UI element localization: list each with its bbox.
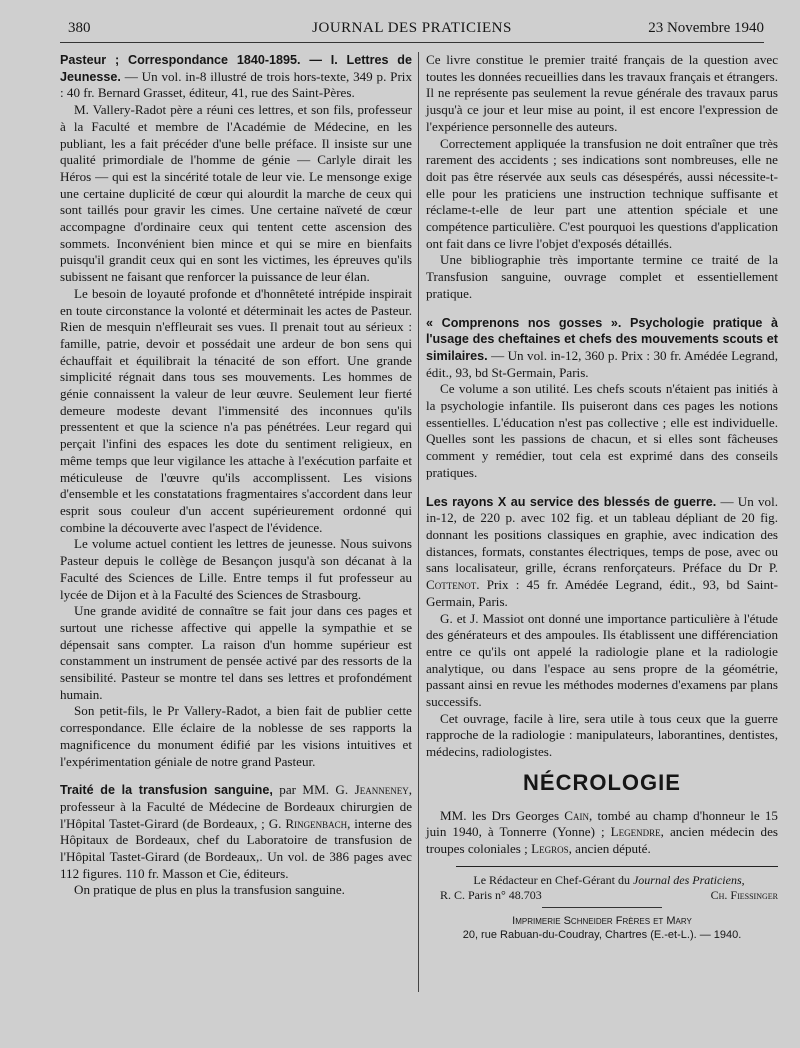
journal-name: Journal des Praticiens [632, 872, 742, 887]
review-bibliography: — Un vol. in-12, 360 p. Prix : 30 fr. Amédée Legrand, édit., 93, bd St-Germain, Paris. [426, 347, 778, 380]
necrologie-heading: NÉCROLOGIE [523, 769, 681, 795]
paragraph: Ce livre constitue le premier traité français de la question avec toutes les données recueillies dans les travaux français et étrangers. Il ne représente pas seulement la revue générale des travaux parus jusqu'à ce jour et leur mise au point, il est encore l'expression de l'expérience personnelle des auteurs. [426, 52, 778, 134]
review-gosses [426, 315, 778, 482]
review-heading [60, 52, 412, 102]
person-name: Legros [531, 840, 569, 856]
registration-row [440, 888, 778, 903]
review-title: Les rayons X au service des blessés de guerre. [426, 494, 717, 509]
necrologie-notice [426, 808, 778, 858]
issue-date: 23 Novembre 1940 [648, 20, 764, 36]
paragraph: G. et J. Massiot ont donné une importance particulière à l'étude des générateurs et des ampoules. Ils établissent une différenciation entre ce qu'ils ont appelé la radiologie plane et la radiologie analytique, ou dans l'espace au sens propre de la géométrie, passant ainsi en revue les méthodes modernes d'examens par plans successifs. [426, 610, 778, 710]
printer-name: Imprimerie Schneider Frères et Mary [512, 914, 692, 927]
right-column [426, 52, 778, 1018]
paragraph: Correctement appliquée la transfusion ne doit entraîner que très rarement des accidents ; ses indications sont nombreuses, elle ne doit pas être réservée aux seuls cas désespérés, aussi nécessite-t-elle pour les praticiens une instruction technique suffisante et réclame-t-elle de leur part une attention spéciale et une compétence particulière. C'est pourquoi les questions d'application ont fait dans ce livre l'objet d'exposés détaillés. [426, 135, 778, 251]
person-name: Legendre [610, 824, 661, 840]
person-name: Cain [564, 807, 590, 823]
left-column [60, 52, 412, 1018]
printer-address: 20, rue Rabuan-du-Coudray, Chartres (E.-et-L.). — 1940. [462, 928, 742, 941]
review-pasteur [60, 52, 412, 770]
review-title: Pasteur ; Correspondance 1840-1895. — I. Lettres de Jeunesse. [60, 53, 412, 84]
review-title: « Comprenons nos gosses ». Psychologie pratique à l'usage des cheftaines et chefs des mouvements scouts et similaires. [426, 315, 778, 363]
editor-line: Le Rédacteur en Chef-Gérant du Journal des Praticiens, [473, 872, 745, 887]
review-rayons-x [426, 494, 778, 761]
page-number: 380 [68, 20, 91, 36]
review-heading: Les rayons X au service des blessés de guerre. — Un vol. in-12, de 220 p. avec 102 fig. et un tableau dépliant de 20 fig. donnant les positions classiques en graphie, avec indication des distances, formats, constantes électriques, temps de pose, avec ou sans localisateur, grille, écrans renforçateurs. Préface du Dr P. Cottenot. Prix : 45 fr. Amédée Legrand, édit., 93, bd Saint-Germain, Paris. [426, 493, 779, 609]
review-transfusion-continued [426, 52, 778, 303]
registration-number: R. C. Paris n° 48.703 [440, 887, 542, 902]
paragraph: On pratique de plus en plus la transfusion sanguine. [74, 882, 345, 898]
review-bibliography: — Un vol. in-8 illustré de trois hors-texte, 349 p. Prix : 40 fr. Bernard Grasset, éditeur, 41, rue des Saint-Pères. [60, 68, 412, 101]
paragraph: Le besoin de loyauté profonde et d'honnêteté intrépide inspirait en toute circonstance la volonté et déterminait les actes de Pasteur. Rien de mesquin n'effleurait ses vues. Il prenait tout au sérieux : famille, patrie, devoir et possédait une ardeur de bon sens qui échauffait et équilibrait la ténacité de son effort. Une grande simplicité régnait dans tous ses mouvements. Les hommes de génie connaissent la valeur de leur œuvre. Seulement leur fierté demeure modeste devant l'immensité des inconnues qu'ils pressentent et que la science n'a pas pénétrées. Leur regard qui perçait l'infini des espaces les dote du sentiment religieux, en même temps que leur vigilance les attache à l'exécution parfaite et méticuleuse de l'œuvre qu'ils accomplissent. Les visions d'ensemble et les constatations fragmentaires s'accordent dans leur esprit sous couleur d'un accent supérieurement ordonné qui combine la découverte avec l'aspect de l'évidence. [60, 285, 412, 535]
paragraph: Ce volume a son utilité. Les chefs scouts n'étaient pas initiés à la psychologie infantile. Ils puiseront dans ces pages les notions essentielles. L'éducation n'est pas collective ; elle est individuelle. Quelles sont les passions de chacun, et si elles sont fâcheuses comment y remédier, tout cela est exprimé dans des conseils pratiques. [426, 381, 778, 480]
paragraph: Cet ouvrage, facile à lire, sera utile à tous ceux que la guerre rapproche de la radiologie : manipulateurs, laborantines, dentistes, médecins, radiologistes. [426, 710, 778, 760]
printer-block [426, 914, 778, 942]
paragraph: M. Vallery-Radot père a réuni ces lettres, et son fils, professeur à la Faculté et membre de l'Académie de Médecine, en les publiant, les a fait précéder d'une belle préface. Il insiste sur une qualité primordiale de l'homme de génie — Carlyle dirait les Héros — qui est la sincérité totale de leur vie. Le mensonge exige une certaine duplicité de cœur qui alourdit la marche de ceux qui sont taillés pour gravir les cimes. Une certaine naïveté de cœur accompagne d'ordinaire ceux qui tentent cette ascension des sommets. Inconvénient bien mince et qui se mire en bienfaits puisqu'il grandit ceux qui en sont les victimes, les épreuves qu'ils subissent ne faisant que renforcer la puissance de leur élan. [60, 102, 412, 285]
printer-divider [542, 907, 662, 908]
imprint-block [440, 873, 778, 903]
review-heading: Traité de la transfusion sanguine, par MM. G. Jeanneney, professeur à la Faculté de Médecine de Bordeaux chirurgien de l'Hôpital Tastet-Girard (de Bordeaux, ; G. Ringenbach, interne des Hôpitaux de Bordeaux, chef du Laboratoire de transfusion de l'Hôpital Tastet-Girard (de Bordeaux,. Un vol. de 386 pages avec 112 figures. 110 fr. Masson et Cie, éditeurs. [60, 782, 412, 881]
author-name: Cottenot [426, 577, 477, 593]
paragraph: Une grande avidité de connaître se fait jour dans ces pages et surtout une richesse affective qui appelle la sympathie et se dépensait sans compter. La raison d'un homme supérieur est constamment un instrument de pensée activé par des ressorts de la sensibilité. Pasteur se montre tel dans ses lettres et profondément humain. [60, 603, 412, 702]
paragraph: Le volume actuel contient les lettres de jeunesse. Nous suivons Pasteur depuis le collège de Besançon jusqu'à son décanat à la Faculté des Sciences de Lille. Entre temps il fut professeur au lycée de Dijon et à la Faculté des Sciences de Strasbourg. [60, 536, 412, 602]
page-header [60, 16, 764, 43]
review-title: Traité de la transfusion sanguine, [60, 783, 273, 798]
review-transfusion [60, 782, 412, 899]
editor-signature: Ch. Fiessinger [710, 887, 778, 902]
paragraph: Une bibliographie très importante termine ce traité de la Transfusion sanguine, ouvrage complet et essentiellement pratique. [426, 252, 778, 301]
author-name: Jeanneney [354, 782, 409, 798]
footer-divider [456, 866, 778, 867]
column-divider [418, 52, 419, 992]
journal-title: JOURNAL DES PRATICIENS [312, 20, 512, 36]
paragraph: Son petit-fils, le Pr Vallery-Radot, a bien fait de publier cette correspondance. Elle éclaire de la noblesse de ses rapports la magnificence du monument édifié par les visions intuitives et l'expérimentation géniale de notre grand Pasteur. [60, 703, 412, 769]
review-heading [426, 315, 778, 382]
paragraph: MM. les Drs Georges Cain, tombé au champ d'honneur le 15 juin 1940, à Tonnerre (Yonne) ; Legendre, ancien médecin des troupes coloniales ; Legros, ancien député. [426, 807, 778, 856]
author-name: Ringenbach [285, 815, 348, 831]
